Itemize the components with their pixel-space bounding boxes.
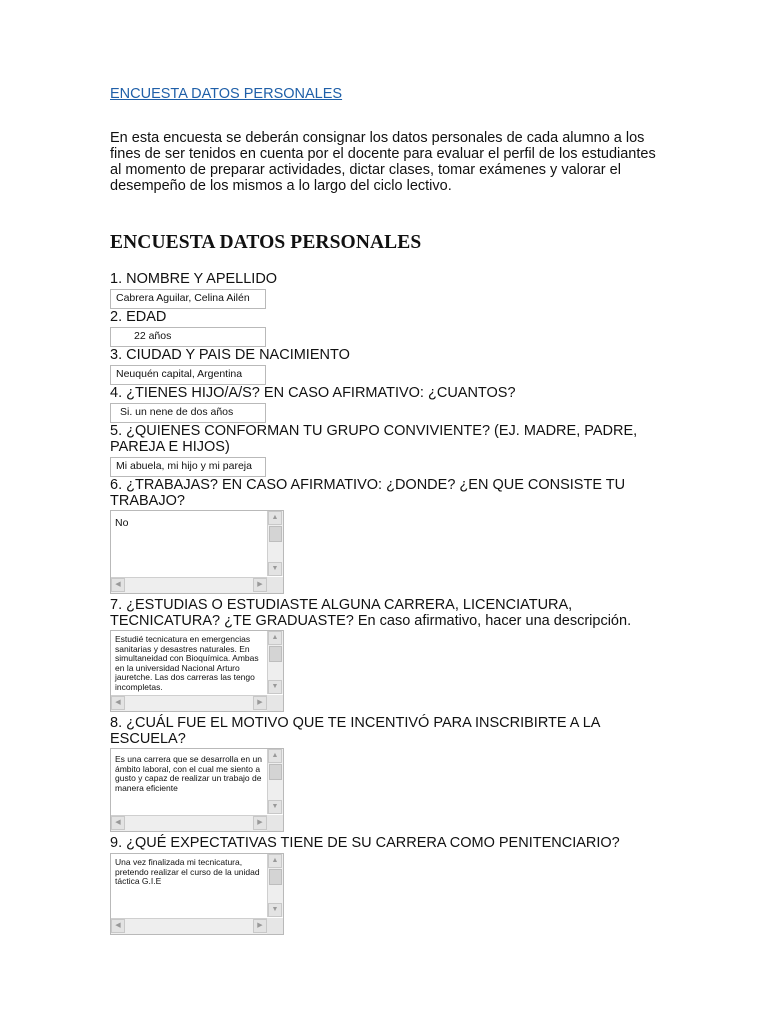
scroll-thumb[interactable]: [269, 764, 282, 780]
scroll-thumb[interactable]: [269, 646, 282, 662]
question-5-label: 5. ¿QUIENES CONFORMAN TU GRUPO CONVIVIENTE? (EJ. MADRE, PADRE, PAREJA E HIJOS): [110, 423, 638, 455]
answer-6-text: No: [115, 517, 129, 529]
scroll-right-icon[interactable]: ▶: [253, 696, 267, 710]
scroll-right-icon[interactable]: ▶: [253, 816, 267, 830]
answer-8-textarea[interactable]: [110, 748, 284, 832]
scroll-corner: [267, 815, 283, 831]
question-7-label: 7. ¿ESTUDIAS O ESTUDIASTE ALGUNA CARRERA, LICENCIATURA, TECNICATURA? ¿TE GRADUASTE? En caso afirmativo, hacer una descripción.: [110, 597, 632, 629]
answer-7-text: Estudié tecnicatura en emergencias sanitarias y desastres naturales. En simultaneidad con Bioquímica. Ambas en la universidad Nacional Arturo jauretche. Las dos carreras las tengo incompletas.: [115, 634, 259, 692]
vertical-scrollbar[interactable]: [267, 631, 283, 694]
question-6-label: 6. ¿TRABAJAS? EN CASO AFIRMATIVO: ¿DONDE? ¿EN QUE CONSISTE TU TRABAJO?: [110, 477, 626, 509]
scroll-down-icon[interactable]: ▼: [268, 800, 282, 814]
scroll-down-icon[interactable]: ▼: [268, 903, 282, 917]
answer-2-field[interactable]: 22 años: [110, 327, 266, 347]
vertical-scrollbar[interactable]: [267, 749, 283, 814]
vertical-scrollbar[interactable]: [267, 511, 283, 576]
question-2-label: 2. EDAD: [110, 309, 167, 325]
answer-9-textarea[interactable]: [110, 853, 284, 935]
scroll-left-icon[interactable]: ◀: [111, 919, 125, 933]
horizontal-scrollbar[interactable]: [111, 695, 283, 711]
answer-3-field[interactable]: Neuquén capital, Argentina: [110, 365, 266, 385]
question-3-label: 3. CIUDAD Y PAIS DE NACIMIENTO: [110, 347, 350, 363]
scroll-thumb[interactable]: [269, 526, 282, 542]
answer-7-textarea[interactable]: [110, 630, 284, 712]
answer-1-field[interactable]: Cabrera Aguilar, Celina Ailén: [110, 289, 266, 309]
scroll-down-icon[interactable]: ▼: [268, 680, 282, 694]
scroll-down-icon[interactable]: ▼: [268, 562, 282, 576]
horizontal-scrollbar[interactable]: [111, 577, 283, 593]
scroll-left-icon[interactable]: ◀: [111, 696, 125, 710]
horizontal-scrollbar[interactable]: [111, 918, 283, 934]
scroll-up-icon[interactable]: ▲: [268, 854, 282, 868]
scroll-corner: [267, 577, 283, 593]
answer-9-text: Una vez finalizada mi tecnicatura, pretendo realizar el curso de la unidad táctica G.I.E: [115, 857, 260, 887]
question-4-label: 4. ¿TIENES HIJO/A/S? EN CASO AFIRMATIVO: ¿CUANTOS?: [110, 385, 516, 401]
scroll-right-icon[interactable]: ▶: [253, 919, 267, 933]
question-1-label: 1. NOMBRE Y APELLIDO: [110, 271, 278, 287]
scroll-corner: [267, 695, 283, 711]
scroll-right-icon[interactable]: ▶: [253, 578, 267, 592]
scroll-up-icon[interactable]: ▲: [268, 749, 282, 763]
scroll-up-icon[interactable]: ▲: [268, 631, 282, 645]
horizontal-scrollbar[interactable]: [111, 815, 283, 831]
answer-8-text: Es una carrera que se desarrolla en un ámbito laboral, con el cual me siento a gusto y capaz de realizar un trabajo de manera eficiente: [115, 754, 262, 793]
scroll-up-icon[interactable]: ▲: [268, 511, 282, 525]
scroll-thumb[interactable]: [269, 869, 282, 885]
scroll-corner: [267, 918, 283, 934]
answer-4-field[interactable]: Si. un nene de dos años: [110, 403, 266, 423]
scroll-left-icon[interactable]: ◀: [111, 816, 125, 830]
vertical-scrollbar[interactable]: [267, 854, 283, 917]
scroll-left-icon[interactable]: ◀: [111, 578, 125, 592]
answer-5-field[interactable]: Mi abuela, mi hijo y mi pareja: [110, 457, 266, 477]
intro-paragraph: En esta encuesta se deberán consignar los datos personales de cada alumno a los fines de ser tenidos en cuenta por el docente para evaluar el perfil de los estudiantes al momento de preparar actividades, dictar clases, tomar exámenes y valorar el desempeño de los mismos a lo largo del ciclo lectivo.: [110, 130, 656, 194]
survey-heading: ENCUESTA DATOS PERSONALES: [110, 232, 422, 253]
question-8-label: 8. ¿CUÁL FUE EL MOTIVO QUE TE INCENTIVÓ PARA INSCRIBIRTE A LA ESCUELA?: [110, 715, 600, 747]
survey-title-link[interactable]: ENCUESTA DATOS PERSONALES: [110, 86, 343, 102]
answer-6-textarea[interactable]: [110, 510, 284, 594]
question-9-label: 9. ¿QUÉ EXPECTATIVAS TIENE DE SU CARRERA COMO PENITENCIARIO?: [110, 835, 620, 851]
